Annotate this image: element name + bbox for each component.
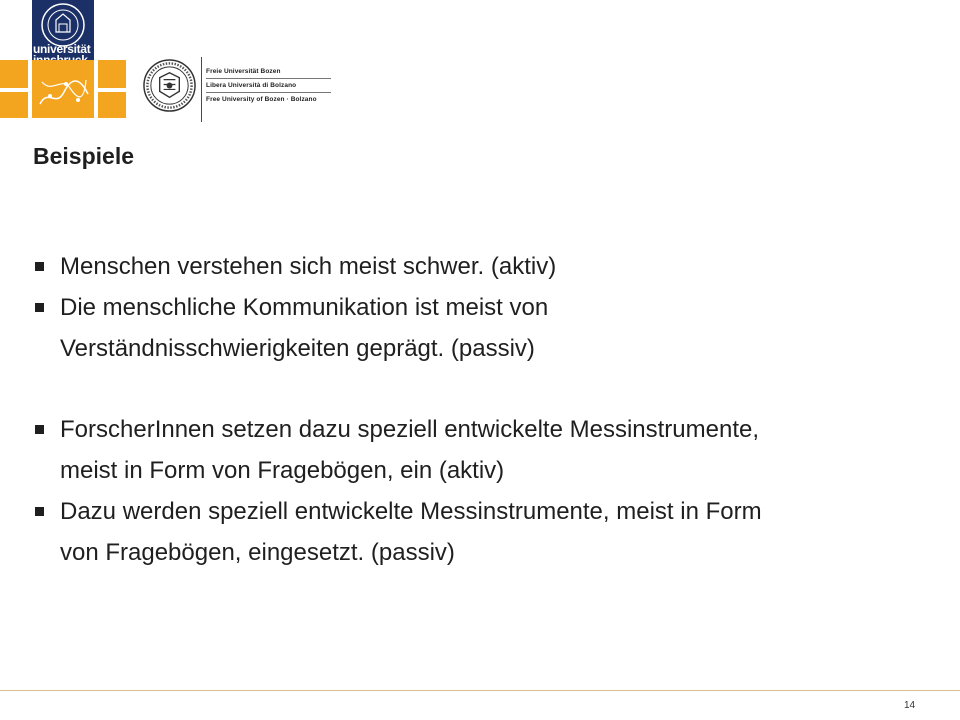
unibz-seal-icon — [142, 58, 197, 113]
uibk-logo-blue-block — [32, 0, 94, 60]
footer-divider — [0, 690, 960, 691]
unibz-divider — [201, 57, 202, 122]
uibk-ornament-icon — [36, 68, 92, 114]
bullet-square-icon — [35, 262, 44, 271]
bullet-square-icon — [35, 425, 44, 434]
orange-square — [98, 92, 126, 118]
unibz-wordmark — [206, 65, 331, 106]
bullet-text-line: von Fragebögen, eingesetzt. (passiv) — [60, 539, 455, 566]
page-number: 14 — [904, 700, 916, 711]
orange-square — [98, 60, 126, 88]
bullet-item — [33, 409, 933, 491]
bullet-text-line: Die menschliche Kommunikation ist meist von — [60, 294, 549, 321]
bullet-text-line: Menschen verstehen sich meist schwer. (aktiv) — [60, 253, 557, 280]
bullet-square-icon — [35, 507, 44, 516]
bullet-item — [33, 246, 933, 287]
unibz-name-it: Libera Università di Bolzano — [206, 79, 331, 93]
bullet-text-line: ForscherInnen setzen dazu speziell entwickelte Messinstrumente, — [60, 416, 759, 443]
university-innsbruck-logo — [0, 0, 126, 120]
bullet-text-line: Verständnisschwierigkeiten geprägt. (passiv) — [60, 335, 535, 362]
unibz-name-en: Free University of Bozen · Bolzano — [206, 96, 317, 103]
bullet-item — [33, 287, 933, 369]
bullet-text-line: meist in Form von Fragebögen, ein (aktiv) — [60, 457, 505, 484]
orange-square — [0, 60, 28, 88]
uibk-wordmark-line-1: universität — [33, 42, 91, 56]
bullet-square-icon — [35, 303, 44, 312]
bullet-text-line: Dazu werden speziell entwickelte Messinstrumente, meist in Form — [60, 498, 762, 525]
orange-square — [0, 92, 28, 118]
bullet-list — [33, 246, 933, 573]
bullet-item — [33, 491, 933, 573]
unibz-name-de: Freie Universität Bozen — [206, 65, 331, 79]
slide-title: Beispiele — [33, 143, 134, 169]
